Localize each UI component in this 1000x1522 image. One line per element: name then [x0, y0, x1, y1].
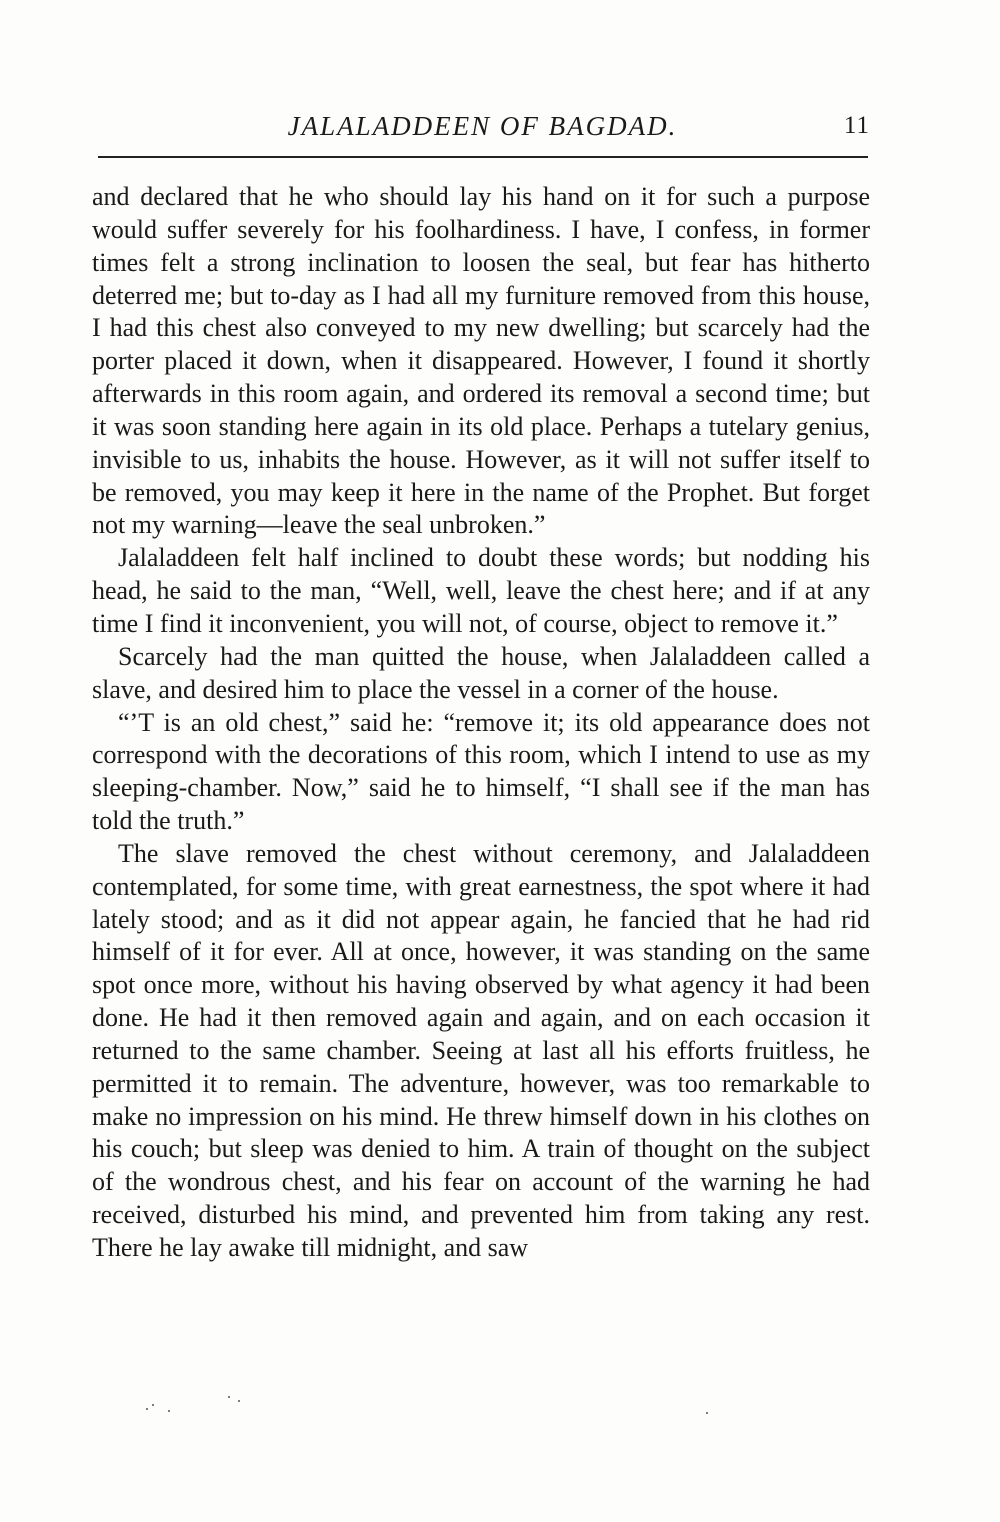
page-header: [95, 106, 870, 146]
paragraph-slave-called: Scarcely had the man quitted the house, when Jalaladdeen called a slave, and desired him to place the vessel in a corner of the house.: [92, 641, 870, 704]
paragraph-old-chest: “’T is an old chest,” said he: “remove it; its old appearance does not correspond with the decorations of this room, which I intend to use as my sleeping-chamber. Now,” said he to himself, “I shall see if the man has told the truth.”: [92, 707, 870, 836]
page-number: 11: [843, 112, 870, 139]
body-text: [92, 181, 870, 1265]
paragraph-chest-returns: The slave removed the chest without ceremony, and Jalaladdeen contemplated, for some time, with great earnestness, the spot where it had lately stood; and as it did not appear again, he fancied that he had rid himself of it for ever. All at once, however, it was standing on the same spot once more, without his having observed by what agency it had been done. He had it then removed again and again, and on each occasion it returned to the same chamber. Seeing at last all his efforts fruitless, he permitted it to remain. The adventure, however, was too remarkable to make no impression on his mind. He threw himself down in his clothes on his couch; but sleep was denied to him. A train of thought on the subject of the wondrous chest, and his fear on account of the warning he had received, disturbed his mind, and prevented him from taking any rest. There he lay awake till midnight, and saw: [92, 838, 870, 1262]
paper-specks: [140, 1390, 740, 1420]
paragraph-continuation: and declared that he who should lay his hand on it for such a purpose would suffer severely for his foolhardiness. I have, I confess, in former times felt a strong inclination to loosen the seal, but fear has hitherto deterred me; but to-day as I had all my furniture removed from this house, I had this chest also conveyed to my new dwelling; but scarcely had the porter placed it down, when it disappeared. However, I found it shortly afterwards in this room again, and ordered its removal a second time; but it was soon standing here again in its old place. Perhaps a tutelary genius, invisible to us, inhabits the house. However, as it will not suffer itself to be removed, you may keep it here in the name of the Prophet. But forget not my warning—leave the seal unbroken.”: [92, 182, 870, 540]
paragraph-nodding: Jalaladdeen felt half inclined to doubt these words; but nodding his head, he said to the man, “Well, well, leave the chest here; and if at any time I find it inconvenient, you will not, of course, object to remove it.”: [92, 543, 870, 638]
header-rule: [98, 156, 868, 158]
running-title: JALALADDEEN OF BAGDAD.: [287, 111, 678, 141]
